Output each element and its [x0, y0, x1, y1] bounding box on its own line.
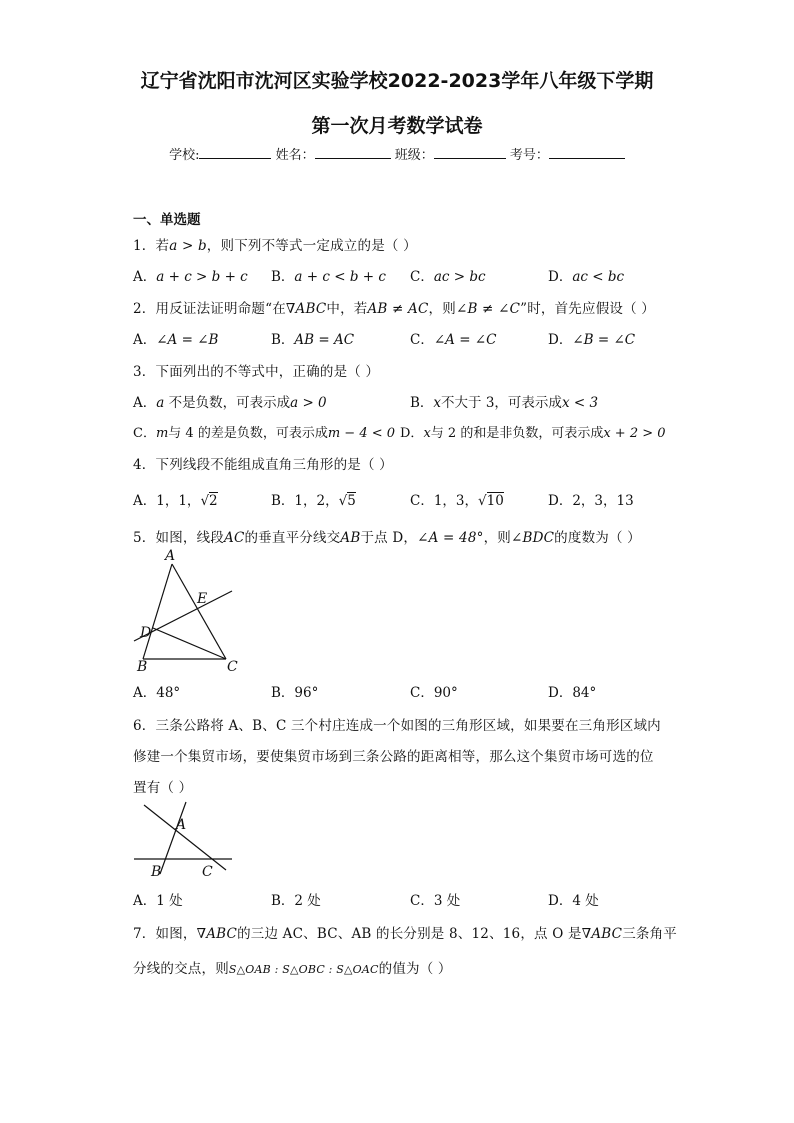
q3-option-b[interactable]: B．x不大于 3，可表示成x < 3	[410, 395, 599, 411]
q6-option-d[interactable]: D．4 处	[548, 893, 599, 909]
sqrt-sign: √	[338, 493, 348, 509]
label-b: B	[151, 864, 162, 880]
q4-option-b[interactable]: B．1，2，√5	[271, 493, 356, 509]
sqrt-sign: √	[200, 493, 210, 509]
q1-option-b[interactable]: B．a + c < b + c	[271, 269, 386, 285]
number-label: 考号：	[509, 148, 549, 163]
label-d: D	[140, 625, 152, 641]
school-blank[interactable]	[199, 146, 271, 159]
segment-ab	[143, 564, 172, 659]
q7-stem-line1: 7．如图，∇ABC的三边 AC、BC、AB 的长分别是 8、12、16，点 O 是∇ABC三条角平	[133, 926, 677, 942]
q4-option-a[interactable]: A．1，1，√2	[133, 493, 218, 509]
label-e: E	[197, 591, 208, 607]
q5-option-c[interactable]: C．90°	[410, 685, 458, 701]
q3-stem: 3．下面列出的不等式中，正确的是（ ）	[133, 364, 380, 380]
school-label: 学校:	[169, 148, 200, 163]
class-label: 班级：	[394, 148, 434, 163]
exam-title-line1: 辽宁省沈阳市沈河区实验学校2022-2023学年八年级下学期	[140, 70, 654, 92]
q1-option-a[interactable]: A．a + c > b + c	[133, 269, 248, 285]
q5-triangle-figure	[128, 545, 243, 675]
q2-option-d[interactable]: D．∠B = ∠C	[548, 332, 636, 348]
q3-option-c[interactable]: C．m与 4 的差是负数，可表示成m − 4 < 0	[133, 426, 396, 441]
label-c: C	[202, 864, 213, 880]
q5-option-b[interactable]: B．96°	[271, 685, 319, 701]
sqrt-sign: √	[478, 493, 487, 509]
q6-stem-line1: 6．三条公路将 A、B、C 三个村庄连成一个如图的三角形区域，如果要在三角形区域内	[133, 718, 661, 734]
segment-ac	[172, 564, 226, 659]
q2-option-a[interactable]: A．∠A = ∠B	[133, 332, 219, 348]
segment-dc	[153, 628, 226, 659]
q7-stem-line2: 分线的交点，则S△OAB : S△OBC : S△OAC的值为（ ）	[133, 961, 452, 977]
label-a: A	[165, 548, 176, 564]
q2-stem: 2．用反证法证明命题“在∇ABC中，若AB ≠ AC，则∠B ≠ ∠C”时，首先应假设（ ）	[133, 301, 656, 317]
class-blank[interactable]	[434, 146, 506, 159]
q3-option-d[interactable]: D．x与 2 的和是非负数，可表示成x + 2 > 0	[400, 426, 666, 441]
q6-stem-line3: 置有（ ）	[133, 780, 193, 796]
q2-option-b[interactable]: B．AB = AC	[271, 332, 355, 348]
q1-option-c[interactable]: C．ac > bc	[410, 269, 486, 285]
number-blank[interactable]	[549, 146, 625, 159]
name-label: 姓名：	[275, 148, 315, 163]
q6-option-b[interactable]: B．2 处	[271, 893, 321, 909]
q1-option-d[interactable]: D．ac < bc	[548, 269, 625, 285]
q6-option-c[interactable]: C．3 处	[410, 893, 461, 909]
road-ac	[144, 805, 226, 870]
label-a: A	[176, 817, 187, 833]
q1-stem: 1．若a > b，则下列不等式一定成立的是（ ）	[133, 238, 417, 254]
q4-stem: 4．下列线段不能组成直角三角形的是（ ）	[133, 457, 393, 473]
name-blank[interactable]	[315, 146, 391, 159]
label-c: C	[227, 659, 238, 675]
exam-title-line2: 第一次月考数学试卷	[311, 115, 483, 137]
section-single-choice: 一、单选题	[133, 212, 201, 228]
q6-option-a[interactable]: A．1 处	[133, 893, 183, 909]
q5-stem: 5．如图，线段AC的垂直平分线交AB于点 D，∠A = 48°，则∠BDC的度数为（ ）	[133, 530, 641, 546]
label-b: B	[137, 659, 148, 675]
q5-option-a[interactable]: A．48°	[133, 685, 181, 701]
q2-option-c[interactable]: C．∠A = ∠C	[410, 332, 497, 348]
q5-option-d[interactable]: D．84°	[548, 685, 597, 701]
q3-option-a[interactable]: A．a 不是负数，可表示成a > 0	[133, 395, 327, 411]
student-info-row	[0, 144, 794, 163]
q6-roads-figure	[130, 800, 235, 882]
q6-stem-line2: 修建一个集贸市场，要使集贸市场到三条公路的距离相等，那么这个集贸市场可选的位	[133, 749, 654, 765]
q4-option-c[interactable]: C．1，3，√10	[410, 493, 504, 509]
road-ab	[160, 802, 186, 874]
q4-option-d[interactable]: D．2，3，13	[548, 493, 634, 509]
